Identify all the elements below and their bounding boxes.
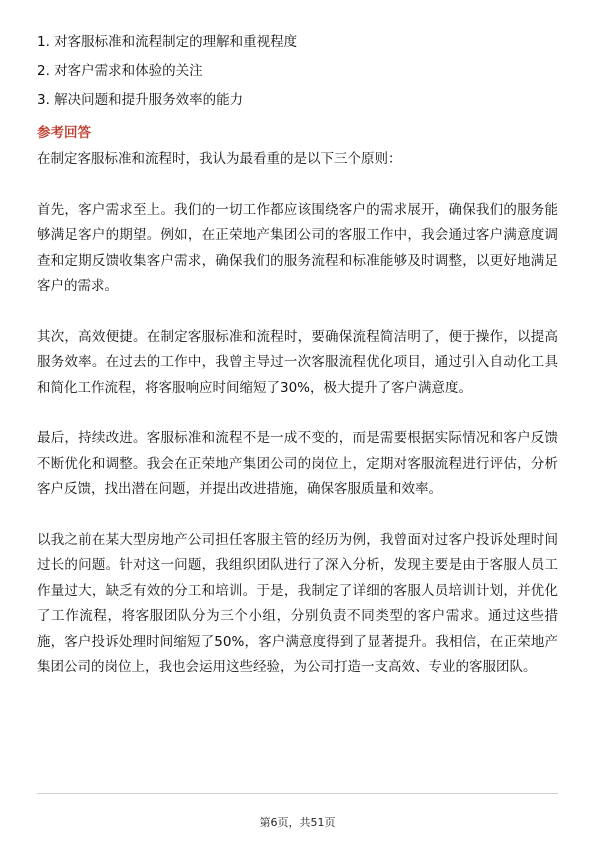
- paragraph-spacer: [37, 300, 558, 325]
- paragraph-spacer: [37, 503, 558, 528]
- paragraph-second-principle: 其次，高效便捷。在制定客服标准和流程时，要确保流程简洁明了，便于操作，以提高服务效率。在过去的工作中，我曾主导过一次客服流程优化项目，通过引入自动化工具和简化工作流程，将客服响应时间缩短了30%，极大提升了客户满意度。: [37, 328, 558, 396]
- paragraph-third-principle: 最后，持续改进。客服标准和流程不是一成不变的，而是需要根据实际情况和客户反馈不断优化和调整。我会在正荣地产集团公司的岗位上，定期对客服流程进行评估，分析客户反馈，找出潜在问题，并提出改进措施，确保客服质量和效率。: [37, 430, 558, 497]
- list-item: 1. 对客服标准和流程制定的理解和重视程度: [37, 34, 298, 50]
- answer-body: [37, 147, 558, 681]
- page-number: 第6页，共51页: [259, 816, 336, 829]
- paragraph-spacer: [37, 173, 558, 198]
- intro-paragraph: 在制定客服标准和流程时，我认为最看重的是以下三个原则：: [37, 151, 402, 167]
- list-item: 2. 对客户需求和体验的关注: [37, 63, 203, 79]
- paragraph-experience-example: 以我之前在某大型房地产公司担任客服主管的经历为例，我曾面对过客户投诉处理时间过长的问题。针对这一问题，我组织团队进行了深入分析，发现主要是由于客服人员工作量过大，缺乏有效的分工和培训。于是，我制定了详细的客服人员培训计划，并优化了工作流程，将客服团队分为三个小组，分别负责不同类型的客户需求。通过这些措施，客户投诉处理时间缩短了50%，客户满意度得到了显著提升。我相信，在正荣地产集团公司的岗位上，我也会运用这些经验，为公司打造一支高效、专业的客服团队。: [37, 531, 558, 675]
- question-points-list: [37, 33, 567, 120]
- paragraph-spacer: [37, 401, 558, 426]
- answer-heading: 参考回答: [37, 125, 91, 141]
- list-item: 3. 解决问题和提升服务效率的能力: [37, 92, 244, 108]
- paragraph-first-principle: 首先，客户需求至上。我们的一切工作都应该围绕客户的需求展开，确保我们的服务能够满足客户的期望。例如，在正荣地产集团公司的客服工作中，我会通过客户满意度调查和定期反馈收集客户需求，确保我们的服务流程和标准能够及时调整，以更好地满足客户的需求。: [37, 201, 558, 294]
- footer-divider: [37, 793, 558, 794]
